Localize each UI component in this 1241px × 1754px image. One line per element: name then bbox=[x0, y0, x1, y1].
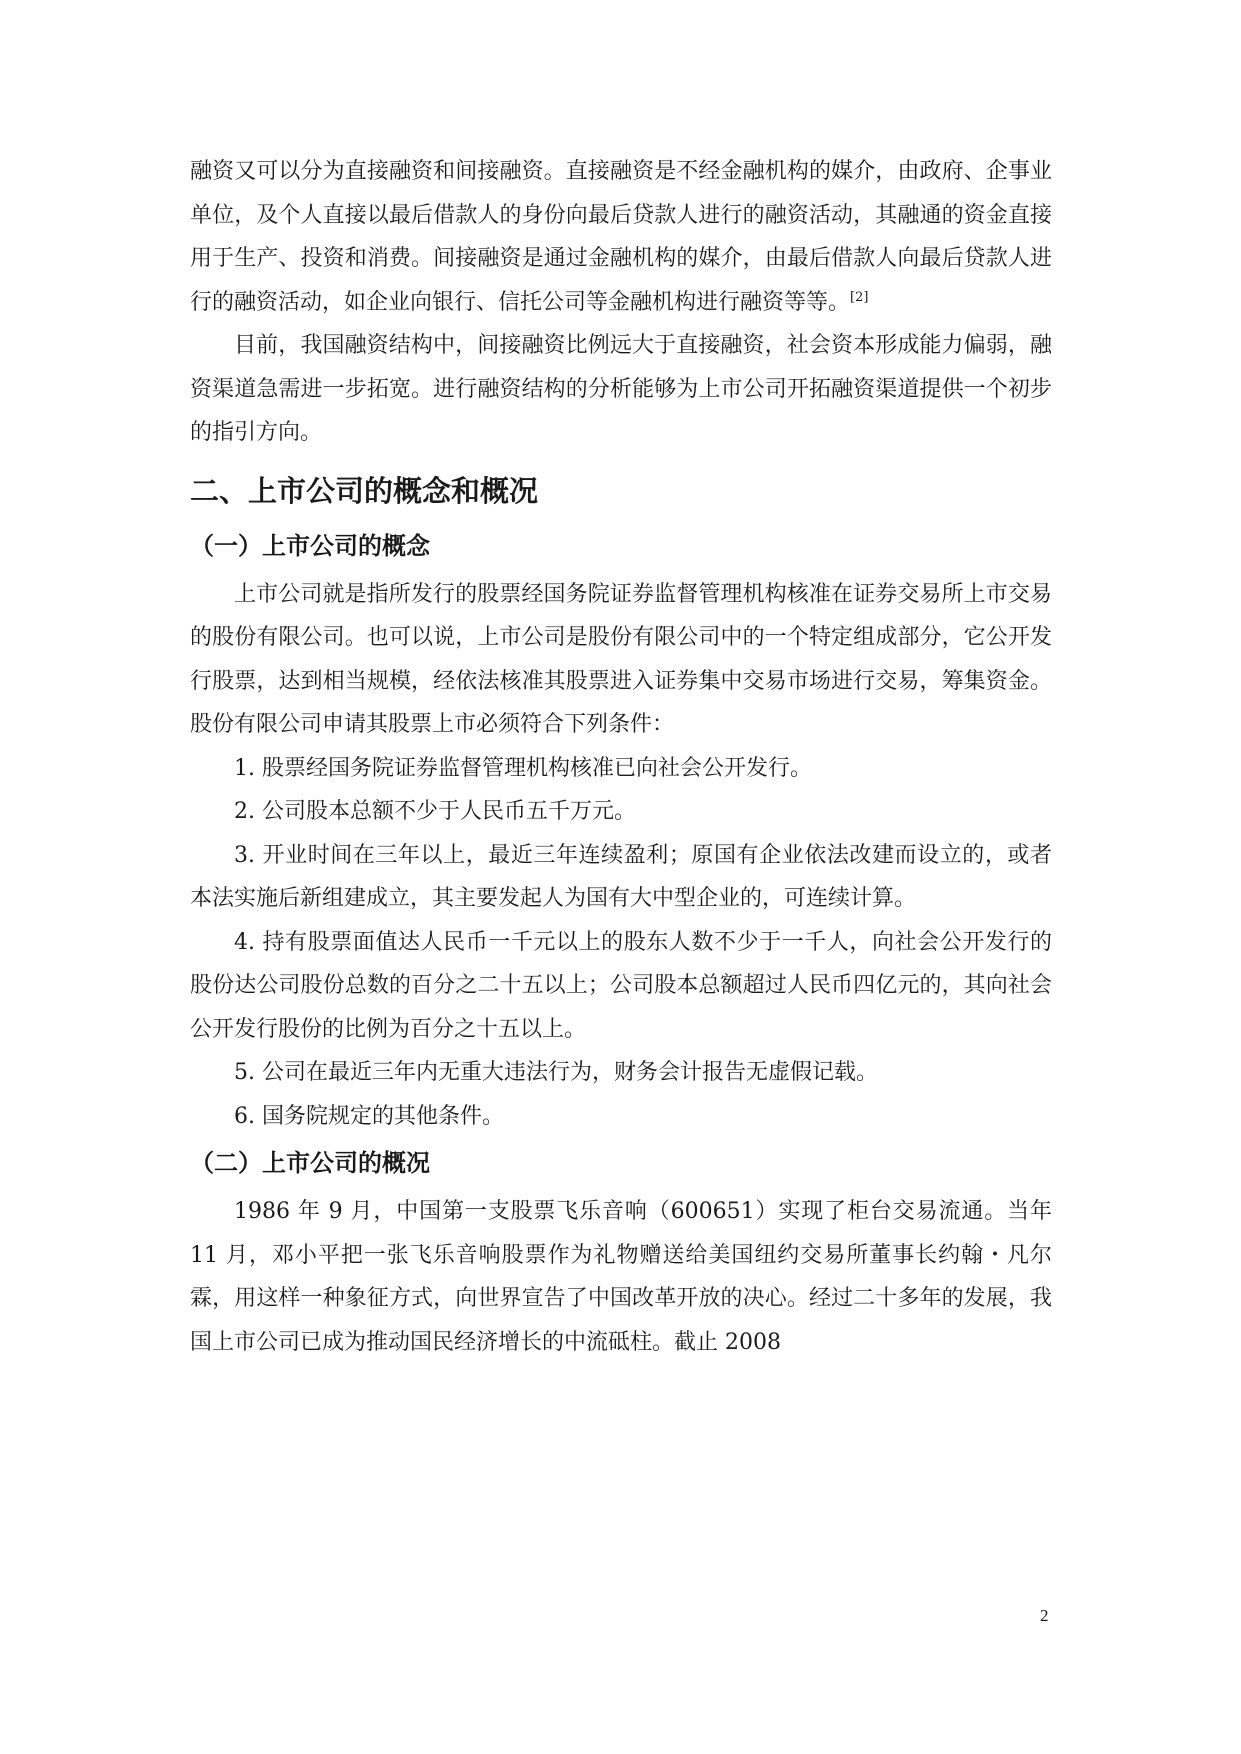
citation-reference: [2] bbox=[850, 289, 869, 305]
subsection-heading-concept: （一）上市公司的概念 bbox=[190, 531, 430, 560]
condition-item-1: 1. 股票经国务院证券监督管理机构核准已向社会公开发行。 bbox=[234, 755, 812, 781]
paragraph-financing-types bbox=[190, 150, 1052, 324]
subsection-heading-overview: （二）上市公司的概况 bbox=[190, 1149, 430, 1177]
paragraph-listed-company-history: 1986 年 9 月，中国第一支股票飞乐音响（600651）实现了柜台交易流通。当年 11 月，邓小平把一张飞乐音响股票作为礼物赠送给美国纽约交易所董事长约翰・凡尔霖，用这样一种象征方式，向世界宣告了中国改革开放的决心。经过二十多年的发展，我国上市公司已成为推动国民经济增长的中流砥柱。截止 2008 bbox=[190, 1199, 1052, 1355]
condition-item-4: 4. 持有股票面值达人民币一千元以上的股东人数不少于一千人，向社会公开发行的股份达公司股份总数的百分之二十五以上；公司股本总额超过人民币四亿元的，其向社会公开发行股份的比例为百分之十五以上。 bbox=[190, 929, 1052, 1042]
condition-item-5: 5. 公司在最近三年内无重大违法行为，财务会计报告无虚假记载。 bbox=[234, 1060, 878, 1085]
page-number: 2 bbox=[1040, 1606, 1049, 1625]
paragraph-listed-company-definition: 上市公司就是指所发行的股票经国务院证券监督管理机构核准在证券交易所上市交易的股份有限公司。也可以说，上市公司是股份有限公司中的一个特定组成部分，它公开发行股票，达到相当规模，经依法核准其股票进入证券集中交易市场进行交易，筹集资金。股份有限公司申请其股票上市必须符合下列条件： bbox=[190, 581, 1052, 737]
section-heading: 二、上市公司的概念和概况 bbox=[190, 473, 539, 508]
condition-item-2: 2. 公司股本总额不少于人民币五千万元。 bbox=[234, 799, 636, 824]
paragraph-financing-structure: 目前，我国融资结构中，间接融资比例远大于直接融资，社会资本形成能力偏弱，融资渠道急需进一步拓宽。进行融资结构的分析能够为上市公司开拓融资渠道提供一个初步的指引方向。 bbox=[190, 333, 1052, 445]
condition-item-6: 6. 国务院规定的其他条件。 bbox=[234, 1103, 504, 1129]
paragraph-text: 融资又可以分为直接融资和间接融资。直接融资是不经金融机构的媒介，由政府、企事业单位，及个人直接以最后借款人的身份向最后贷款人进行的融资活动，其融通的资金直接用于生产、投资和消费。间接融资是通过金融机构的媒介，由最后借款人向最后贷款人进行的融资活动，如企业向银行、信托公司等金融机构进行融资等等。 bbox=[190, 159, 1052, 315]
document-page bbox=[190, 150, 1052, 1364]
condition-item-3: 3. 开业时间在三年以上，最近三年连续盈利；原国有企业依法改建而设立的，或者本法实施后新组建成立，其主要发起人为国有大中型企业的，可连续计算。 bbox=[190, 842, 1052, 911]
